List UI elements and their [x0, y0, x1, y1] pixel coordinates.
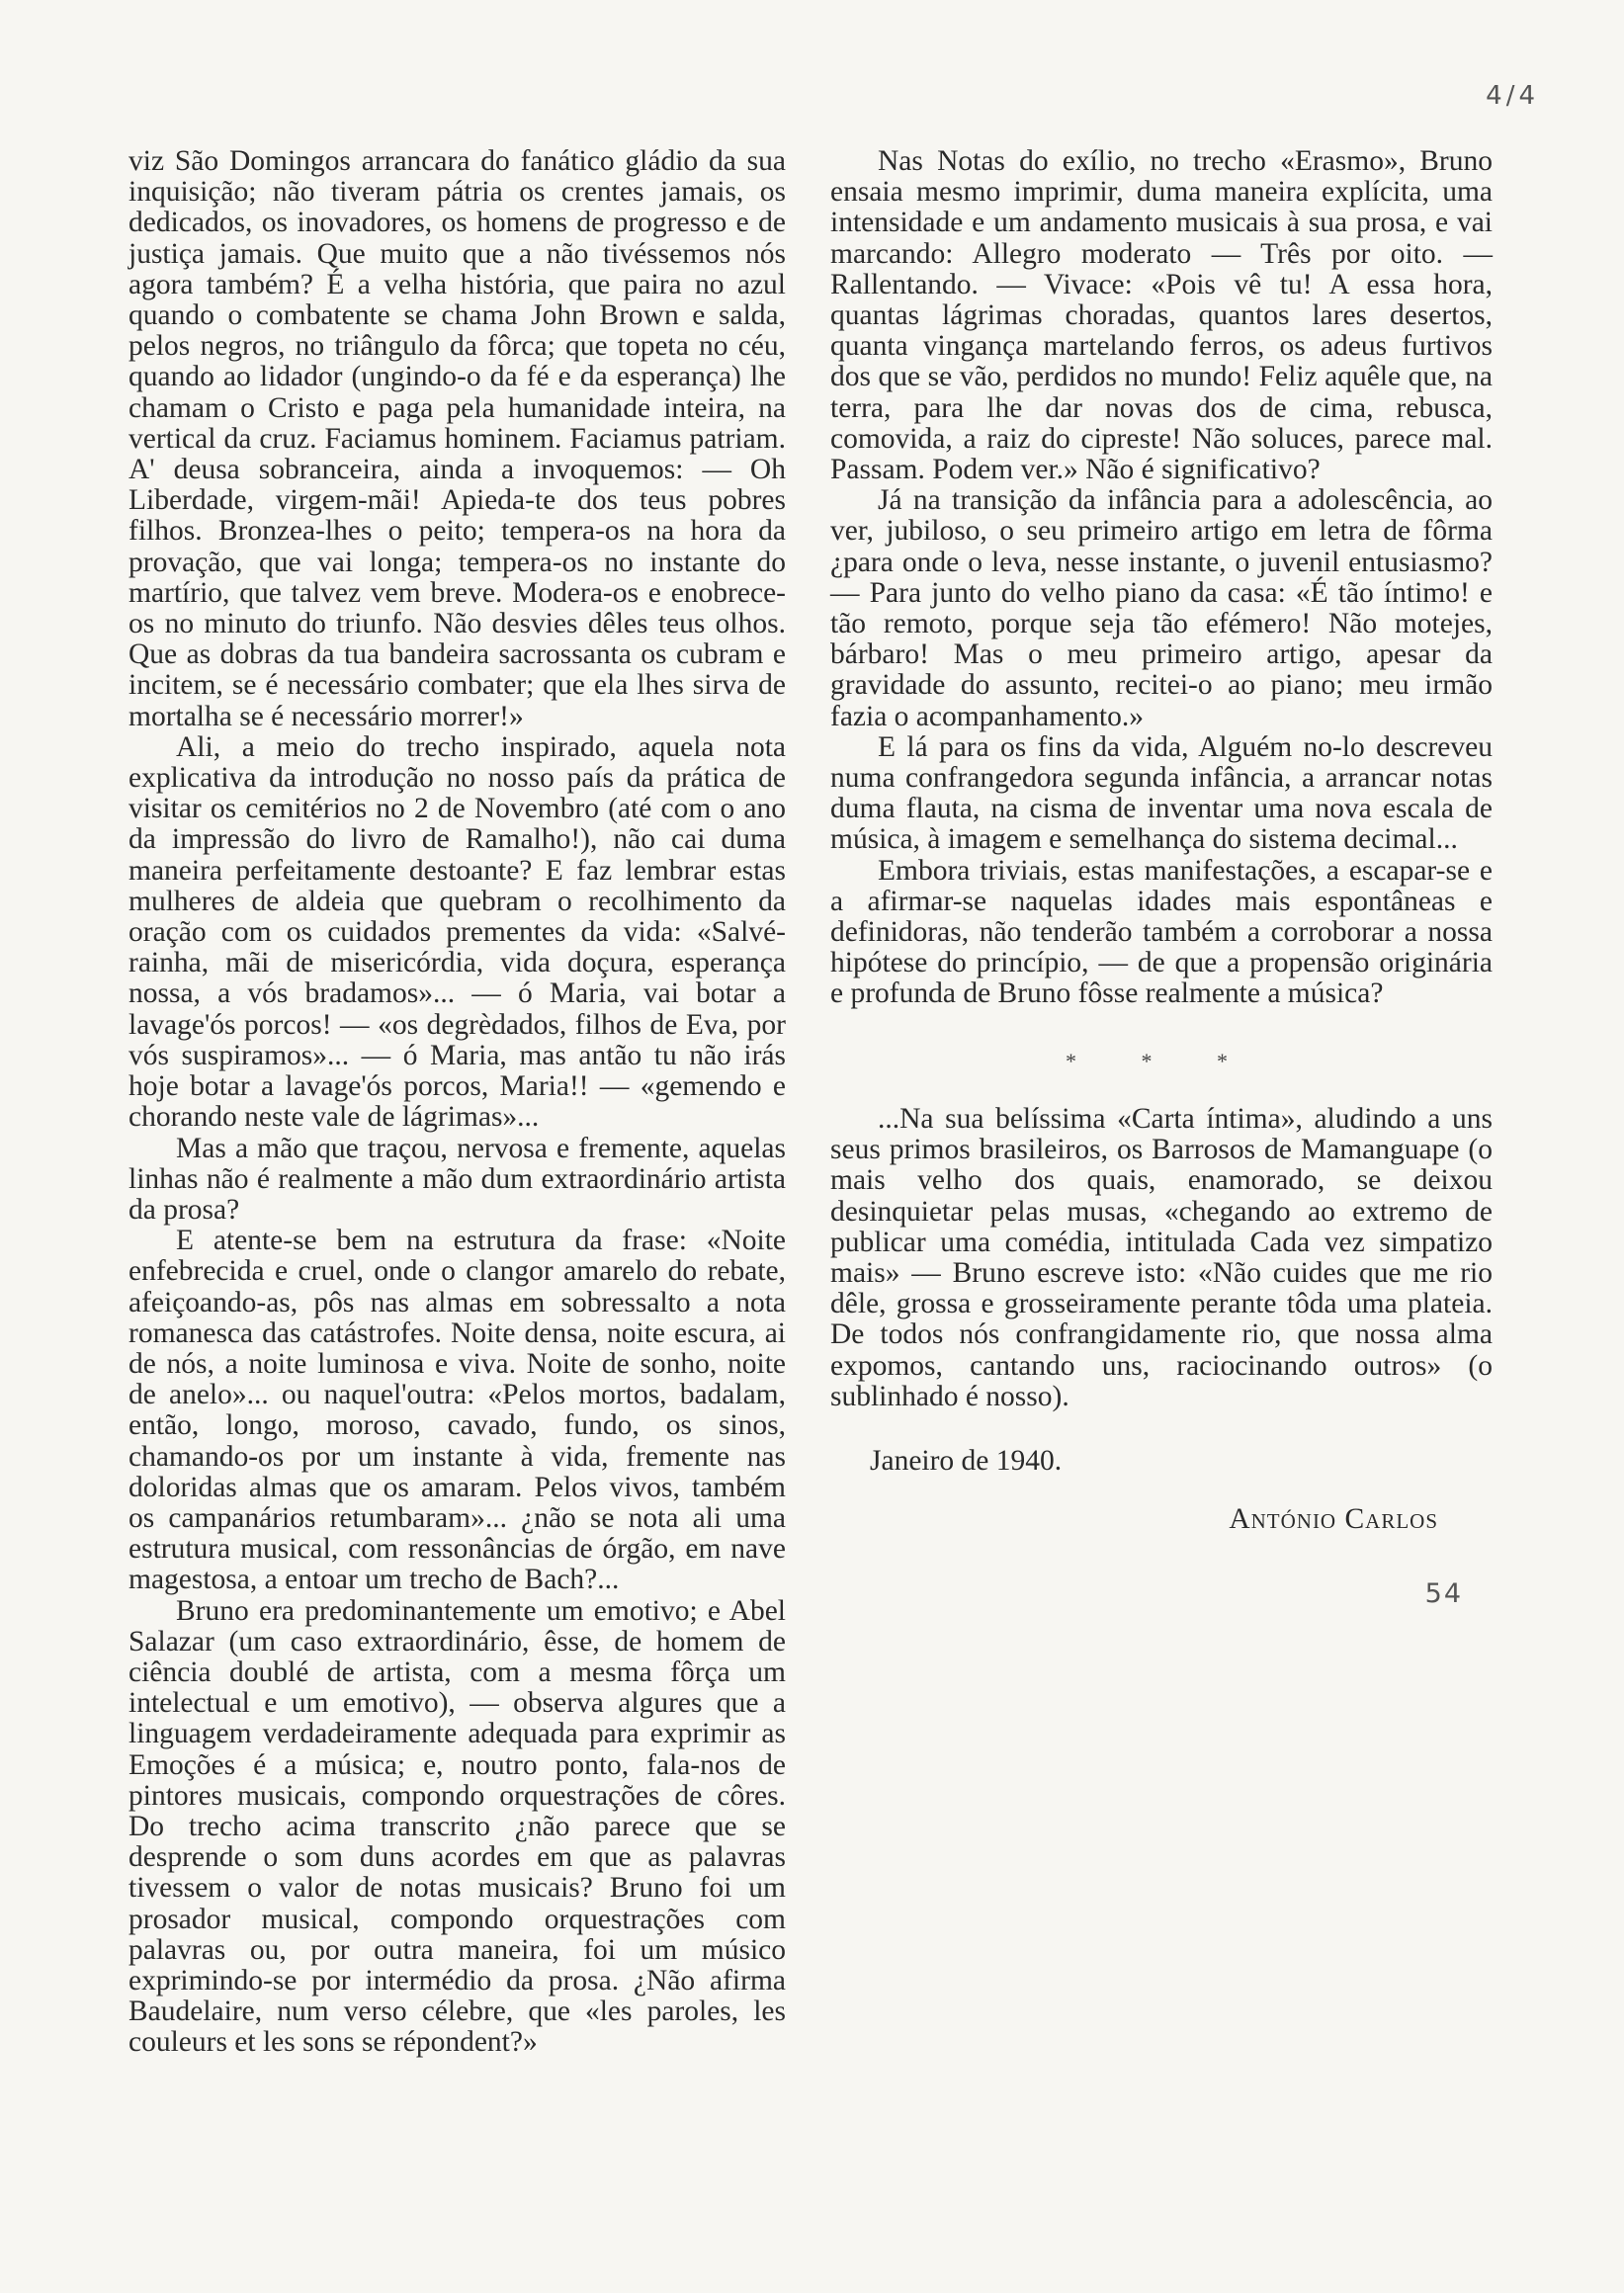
paragraph: Bruno era predominantemente um emotivo; e Abel Salazar (um caso extraordinário, êsse, de homem de ciência doublé de artista, com a mesma fôrça um intelectual e um emotivo), — observa algures que a linguagem verdadeiramente adequada para exprimir as Emoções é a música; e, noutro ponto, fala-nos de pintores musicais, compondo orquestrações de côres. Do trecho acima transcrito ¿não parece que se desprende o som duns acordes em que as palavras tivessem o valor de notas musicais? Bruno foi um prosador musical, compondo orquestrações com palavras ou, por outra maneira, foi um músico exprimindo-se por intermédio da prosa. ¿Não afirma Baudelaire, num verso célebre, que «les paroles, les couleurs et les sons se répondent?»: [128, 1594, 786, 2059]
paragraph: E atente-se bem na estrutura da frase: «Noite enfebrecida e cruel, onde o clangor amarelo do rebate, afeiçoando-as, pôs nas almas em sobressalto a nota romanesca das catástrofes. Noite densa, noite escura, ai de nós, a noite luminosa e viva. Noite de sonho, noite de anelo»... ou naquel'outra: «Pelos mortos, badalam, então, longo, moroso, cavado, fundo, os sinos, chamando-os por um instante à vida, fremente nas doloridas almas que os amaram. Pelos vivos, também os campanários retumbaram»... ¿não se nota ali uma estrutura musical, com ressonâncias de órgão, em nave magestosa, a entoar um trecho de Bach?...: [128, 1225, 786, 1596]
author-signature: António Carlos: [1229, 1503, 1438, 1536]
right-column: [830, 146, 1493, 1610]
paragraph: viz São Domingos arrancara do fanático gládio da sua inquisição; não tiveram pátria os crentes jamais, os dedicados, os inovadores, os homens de progresso e de justiça jamais. Que muito que a não tivéssemos nós agora também? É a velha história, que paira no azul quando o combatente se chama John Brown e salda, pelos negros, no triângulo da fôrca; que topeta no céu, quando ao lidador (ungindo-o da fé e da esperança) lhe chamam o Cristo e paga pela humanidade inteira, na vertical da cruz. Faciamus hominem. Faciamus patriam. A' deusa sobranceira, ainda a invoquemos: — Oh Liberdade, virgem-mãi! Apieda-te dos teus pobres filhos. Bronzea-lhes o peito; tempera-os na hora da provação, que vai longa; tempera-os no instante do martírio, que talvez vem breve. Modera-os e enobrece-os no minuto do triunfo. Não desvies dêles teus olhos. Que as dobras da tua bandeira sacrossanta os cubram e incitem, se é necessário combater; que ela lhes sirva de mortalha se é necessário morrer!»: [128, 145, 786, 732]
section-separator: * * *: [1066, 1048, 1257, 1073]
paragraph: Ali, a meio do trecho inspirado, aquela nota explicativa da introdução no nosso país da prática de visitar os cemitérios no 2 de Novembro (até com o ano da impressão do livro de Ramalho!), não cai duma maneira perfeitamente destoante? E faz lembrar estas mulheres de aldeia que quebram o recolhimento da oração com os cuidados prementes da vida: «Salvé-rainha, mãi de misericórdia, vida doçura, esperança nossa, a vós bradamos»... — ó Maria, vai botar a lavage'ós porcos! — «os degrèdados, filhos de Eva, por vós suspiramos»... — ó Maria, mas antão tu não irás hoje botar a lavage'ós porcos, Maria!! — «gemendo e chorando neste vale de lágrimas»...: [128, 730, 786, 1134]
paragraph: Embora triviais, estas manifestações, a escapar-se e a afirmar-se naquelas idades mais espontâneas e definidoras, não tenderão também a corroborar a nossa hipótese do princípio, — de que a propensão originária e profunda de Bruno fôsse realmente a música?: [830, 854, 1493, 1010]
left-column: [128, 146, 786, 2059]
folio-number: 54: [1424, 1578, 1463, 1610]
paragraph: Mas a mão que traçou, nervosa e fremente, aquelas linhas não é realmente a mão dum extraordinário artista da prosa?: [128, 1132, 786, 1226]
paragraph: Nas Notas do exílio, no trecho «Erasmo», Bruno ensaia mesmo imprimir, duma maneira explícita, uma intensidade e um andamento musicais à sua prosa, e vai marcando: Allegro moderato — Três por oito. — Rallentando. — Vivace: «Pois vê tu! A essa hora, quantas lágrimas choradas, quantos lares desertos, quanta vingança martelando ferros, os adeus furtivos dos que se vão, perdidos no mundo! Feliz aquêle que, na terra, para lhe dar novas dos de cima, rebusca, comovida, a raiz do cipreste! Não soluces, parece mal. Passam. Podem ver.» Não é significativo?: [830, 145, 1493, 486]
page-counter: 4/4: [1486, 81, 1539, 111]
paragraph: Já na transição da infância para a adolescência, ao ver, jubiloso, o seu primeiro artigo em letra de fôrma ¿para onde o leva, nesse instante, o juvenil entusiasmo? — Para junto do velho piano da casa: «É tão íntimo! e tão remoto, porque seja tão efémero! Não motejes, bárbaro! Mas o meu primeiro artigo, apesar da gravidade do assunto, recitei-o ao piano; meu irmão fazia o acompanhamento.»: [830, 484, 1493, 732]
closing-paragraph: ...Na sua belíssima «Carta íntima», aludindo a uns seus primos brasileiros, os Barrosos de Mamanguape (o mais velho dos quais, enamorado, se deixou desinquietar pelas musas, «chegando ao extremo de publicar uma comédia, intitulada Cada vez simpatizo mais» — Bruno escreve isto: «Não cuides que me rio dêle, grossa e grosseiramente perante tôda uma plateia. De todos nós confrangidamente rio, que nossa alma expomos, cantando uns, raciocinando outros» (o sublinhado é nosso).: [830, 1102, 1493, 1412]
date-line: Janeiro de 1940.: [870, 1444, 1063, 1477]
paragraph: E lá para os fins da vida, Alguém no-lo descreveu numa confrangedora segunda infância, a arrancar notas duma flauta, na cisma de inventar uma nova escala de música, à imagem e semelhança do sistema decimal...: [830, 730, 1493, 856]
